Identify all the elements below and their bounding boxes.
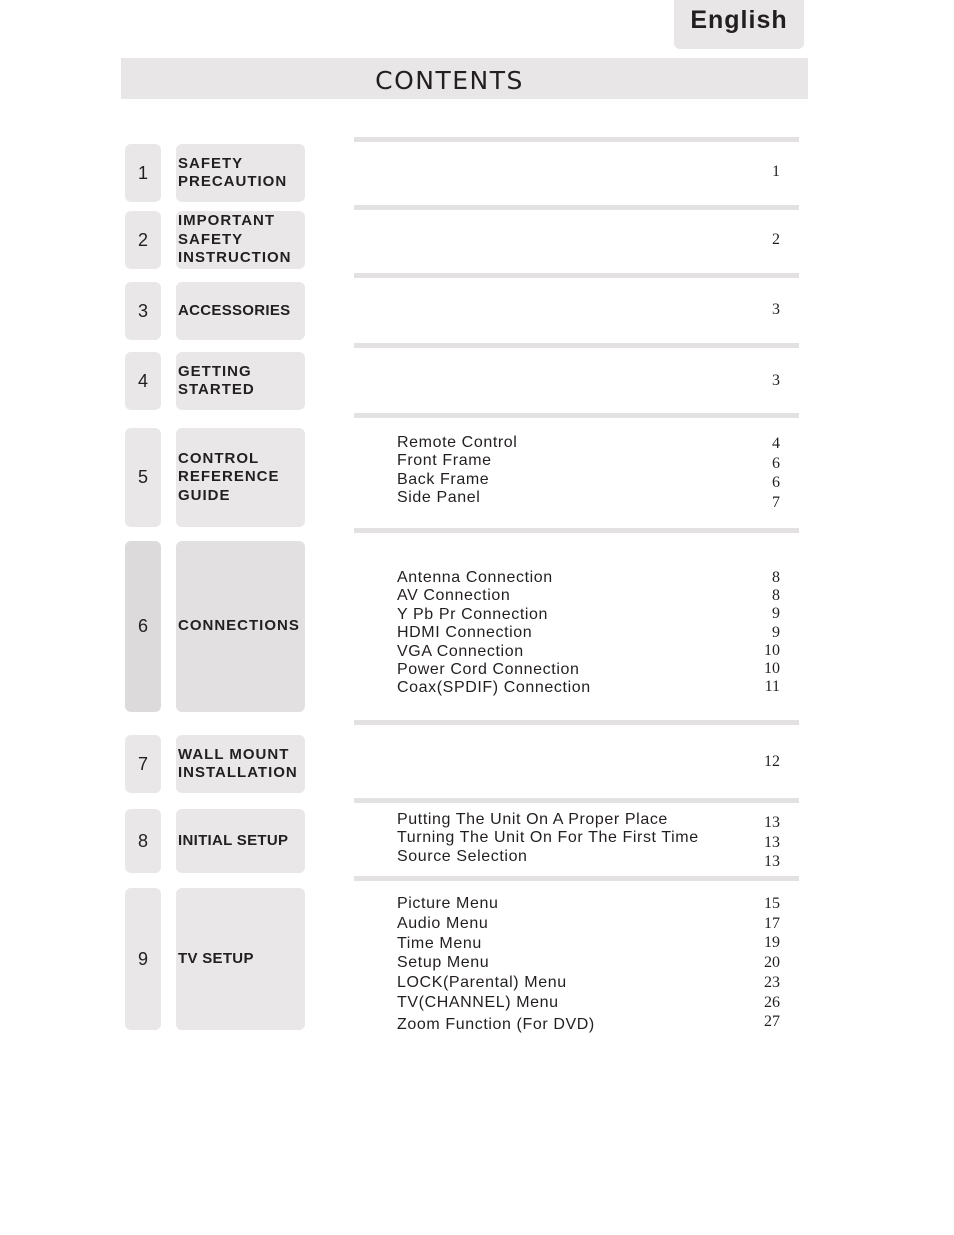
page-number: 1 [772,163,780,180]
subsection-item[interactable]: Setup Menu [397,954,490,972]
subsection-list [397,569,727,698]
page-number: 26 [764,993,780,1011]
subsection-item[interactable]: HDMI Connection [397,624,533,642]
subsection-item[interactable]: VGA Connection [397,642,524,660]
section-label: CONNECTIONS [176,541,305,712]
section-label: WALL MOUNT INSTALLATION [176,735,305,793]
page-number: 13 [764,833,780,851]
section-label: CONTROL REFERENCE GUIDE [176,428,305,527]
page-numbers [740,569,780,696]
subsection-item[interactable]: Side Panel [397,489,481,507]
subsection-item[interactable]: Coax(SPDIF) Connection [397,679,591,697]
page-number: 3 [772,372,780,389]
page-number: 2 [772,231,780,248]
section-divider [354,720,799,725]
subsection-item[interactable]: Zoom Function (For DVD) [397,1015,595,1033]
section-label: TV SETUP [176,888,305,1030]
contents-title-bar [121,58,808,99]
page-number: 11 [764,678,780,696]
page-number: 13 [764,853,780,870]
section-number: 2 [125,211,161,269]
section-divider [354,876,799,881]
section-number: 9 [125,888,161,1030]
page-number: 8 [772,569,780,586]
page-numbers [740,894,780,1032]
section-number: 7 [125,735,161,793]
page-numbers [740,230,780,249]
page-numbers [740,371,780,390]
subsection-item[interactable]: Remote Control [397,434,518,451]
page-number: 6 [772,454,780,472]
toc-section-2[interactable] [0,211,954,269]
page-title: CONTENTS [375,66,524,95]
page-number: 20 [764,954,780,972]
page-number: 13 [764,814,780,831]
subsection-item[interactable]: Y Pb Pr Connection [397,605,549,623]
page-numbers [740,752,780,771]
page-number: 15 [764,895,780,912]
section-divider [354,273,799,278]
subsection-list [397,811,727,866]
page-number: 8 [772,587,780,605]
subsection-list [397,434,727,508]
page-number: 6 [772,474,780,492]
section-divider [354,798,799,803]
page-number: 3 [772,301,780,318]
section-number: 6 [125,541,161,712]
section-number: 1 [125,144,161,202]
subsection-item[interactable]: Time Menu [397,934,482,952]
toc-section-4[interactable] [0,352,954,410]
subsection-item[interactable]: Putting The Unit On A Proper Place [397,811,668,828]
subsection-item[interactable]: Antenna Connection [397,569,553,586]
section-label: ACCESSORIES [176,282,305,340]
section-label: SAFETY PRECAUTION [176,144,305,202]
page-number: 9 [772,605,780,623]
page-number: 23 [764,973,780,991]
language-tab[interactable]: English [674,0,804,49]
page-number: 10 [764,660,780,678]
page-number: 12 [764,753,780,770]
subsection-item[interactable]: Audio Menu [397,914,489,932]
subsection-list [397,894,727,1035]
section-label: IMPORTANT SAFETY INSTRUCTION [176,211,305,269]
subsection-item[interactable]: Source Selection [397,847,528,865]
page-number: 17 [764,914,780,932]
page-number: 27 [764,1013,780,1031]
subsection-item[interactable]: Power Cord Connection [397,661,580,679]
section-number: 5 [125,428,161,527]
section-divider [354,413,799,418]
section-divider [354,137,799,142]
page-numbers [740,813,780,872]
page-numbers [740,162,780,181]
subsection-item[interactable]: Back Frame [397,470,490,488]
toc-section-1[interactable] [0,144,954,202]
page-numbers [740,300,780,319]
section-number: 8 [125,809,161,873]
section-divider [354,343,799,348]
page-number: 19 [764,934,780,952]
section-divider [354,205,799,210]
section-label: INITIAL SETUP [176,809,305,873]
page-number: 4 [772,435,780,452]
subsection-item[interactable]: Picture Menu [397,895,499,912]
section-number: 3 [125,282,161,340]
subsection-item[interactable]: TV(CHANNEL) Menu [397,993,559,1011]
section-label: GETTING STARTED [176,352,305,410]
subsection-item[interactable]: AV Connection [397,587,511,605]
section-number: 4 [125,352,161,410]
subsection-item[interactable]: LOCK(Parental) Menu [397,974,567,992]
toc-section-3[interactable] [0,282,954,340]
page-number: 7 [772,493,780,511]
page-numbers [740,434,780,512]
subsection-item[interactable]: Front Frame [397,452,492,470]
toc-section-7[interactable] [0,735,954,793]
section-divider [354,528,799,533]
subsection-item[interactable]: Turning The Unit On For The First Time [397,829,699,847]
page-number: 9 [772,623,780,641]
page-number: 10 [764,641,780,659]
